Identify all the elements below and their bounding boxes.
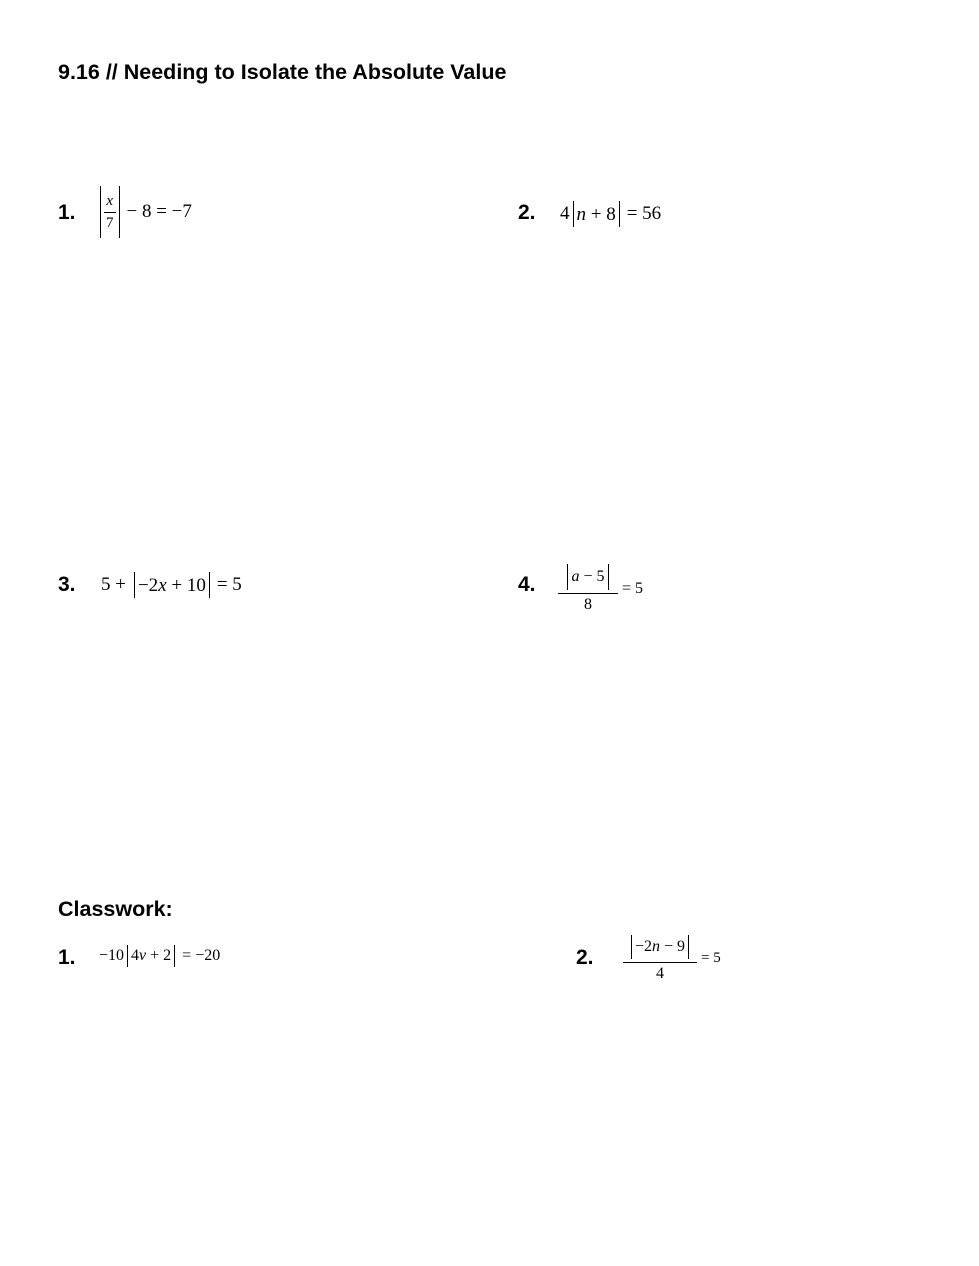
classwork-heading: Classwork: [58,897,173,921]
classwork-1-equation [99,945,224,967]
fraction [623,935,697,982]
numerator [629,935,691,962]
absolute-value-bars [100,186,120,238]
abs-inside-b: − 9 [660,938,686,955]
coefficient: 4 [560,203,570,224]
problem-4-equation [558,564,647,613]
classwork-2-number: 2. [576,946,594,969]
page-title: 9.16 // Needing to Isolate the Absolute Value [58,60,507,84]
fraction [104,194,116,231]
absolute-value-bars [567,564,608,590]
problem-2-number: 2. [518,201,536,224]
equation-rest: = 5 [622,579,644,597]
problem-1-number: 1. [58,201,76,224]
numerator: x [106,192,114,209]
absolute-value-bars [631,935,689,959]
denominator: 8 [584,596,592,613]
numerator [565,564,610,593]
coefficient: −10 [99,947,125,964]
equation-rest: = −20 [182,947,221,964]
denominator: 7 [106,214,114,231]
abs-inside-a: −2 [137,574,159,596]
classwork-2-equation [623,935,725,982]
problem-3-number: 3. [58,573,76,596]
absolute-value-bars [134,572,210,598]
absolute-value-bars [573,201,620,227]
variable: n [652,938,660,955]
abs-inside-b: + 10 [166,574,206,596]
lead-term: 5 + [101,574,126,595]
equation-rest: = 56 [626,203,662,224]
abs-inside: + 8 [586,203,616,225]
absolute-value-bars [127,945,175,967]
abs-inside-a: −2 [634,938,652,955]
problem-2-equation [560,201,665,227]
equation-rest: = 5 [216,574,242,595]
abs-inside: − 5 [579,568,605,585]
abs-inside-a: 4 [131,947,140,964]
variable: v [139,947,147,964]
equation-rest: = 5 [701,950,721,966]
denominator: 4 [656,965,664,982]
problem-3-equation [101,572,246,598]
problem-1-equation [97,186,196,238]
variable: x [158,574,167,596]
abs-inside-b: + 2 [146,947,172,964]
equation-rest: − 8 = −7 [126,201,192,222]
variable: n [576,203,586,225]
variable: a [571,568,580,585]
classwork-1-number: 1. [58,946,76,969]
problem-4-number: 4. [518,573,536,596]
fraction [558,564,618,613]
